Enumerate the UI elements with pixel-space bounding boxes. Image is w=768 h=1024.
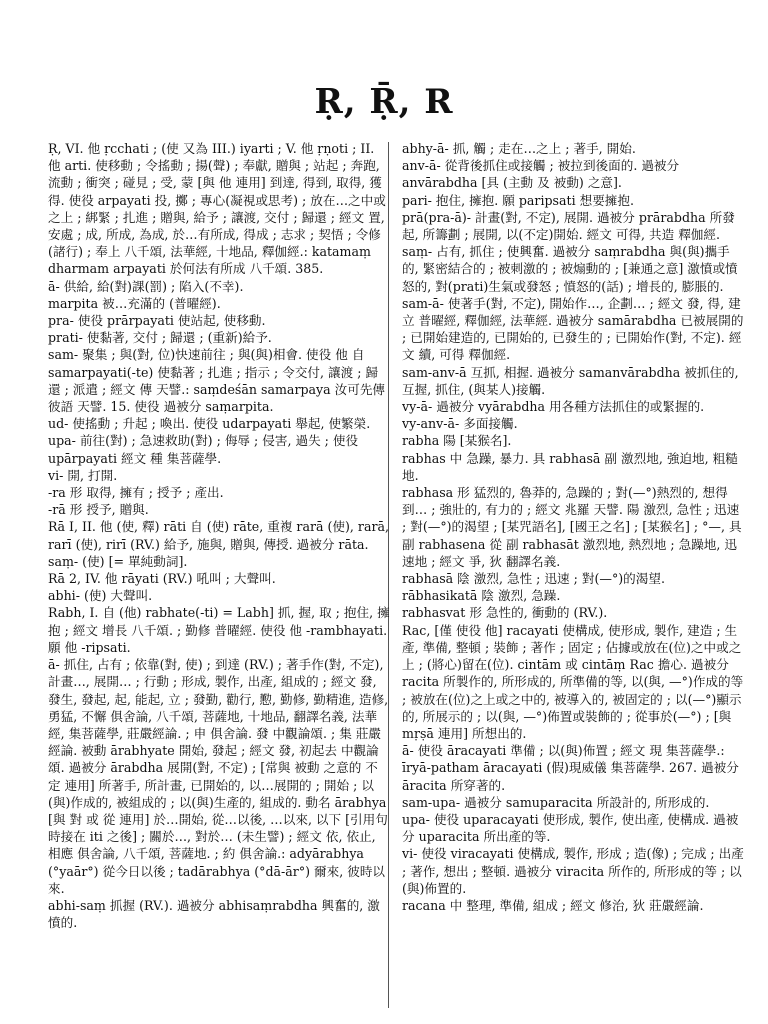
dictionary-entry: pra- 使役 prārpayati 使站起, 使移動.	[48, 313, 266, 329]
dictionary-entry: ud- 使搖動 ; 升起 ; 喚出. 使役 udarpayati 舉起, 使繁榮.	[48, 416, 371, 432]
dictionary-entry: ā- 使役 āracayati 準備 ; 以(與)佈置 ; 經文 現 集菩薩學.: īryā-patham āracayati (假)現威儀 集菩薩學. 267. 過被分 āracita 所穿著的.	[402, 743, 739, 793]
dictionary-entry: rabhas 中 急躁, 暴力. 具 rabhasā 副 激烈地, 強迫地, 粗糙地.	[402, 450, 738, 483]
dictionary-entry: upa- 前往(對) ; 急速救助(對) ; 侮辱 ; 侵害, 過失 ; 使役 upārpayati 經文 種 集菩薩學.	[48, 433, 359, 466]
dictionary-entry: vy-anv-ā- 多面接觸.	[402, 416, 518, 432]
right-column	[402, 140, 744, 1012]
dictionary-entry: rābhasikatā 陰 激烈, 急躁.	[402, 588, 561, 604]
dictionary-entry: rabha 陽 [某猴名].	[402, 433, 512, 449]
dictionary-entry: rabhasa 形 猛烈的, 魯莽的, 急躁的 ; 對(—°)熱烈的, 想得到… ; 強壯的, 有力的 ; 經文 兆羅 天譬. 陽 激烈, 急性 ; 迅速 ; 對(—°)的渴望 ; [某咒語名], [國王之名] ; [某猴名] ; °—, 具 副 rabhasena 從 副 rabhasāt 激烈地, 熱烈地 ; 急躁地, 迅速地 ; 經文 爭, 狄 翻譯名義.	[402, 485, 742, 569]
dictionary-entry: Rā 2, IV. 他 rāyati (RV.) 吼叫 ; 大聲叫.	[48, 571, 276, 587]
dictionary-entry: rabhasvat 形 急性的, 衝動的 (RV.).	[402, 605, 608, 621]
dictionary-entry: racana 中 整理, 準備, 組成 ; 經文 修治, 狄 莊嚴經論.	[402, 897, 704, 913]
dictionary-entry: abhi- (使) 大聲叫.	[48, 588, 153, 604]
dictionary-entry: marpita 被…充滿的 (普曜經).	[48, 295, 221, 311]
dictionary-entry: -rā 形 授予, 贈與.	[48, 502, 149, 518]
dictionary-entry: vi- 開, 打開.	[48, 467, 118, 483]
dictionary-entry: Rabh, I. 自 (他) rabhate(-ti) = Labh] 抓, 握, 取 ; 抱住, 擁抱 ; 經文 增長 八千頌. ; 勤修 普曜經. 使役 他 -rambhayati. 願 他 -ripsati.	[48, 605, 390, 655]
dictionary-entry: ā- 抓住, 占有 ; 依靠(對, 使) ; 到達 (RV.) ; 著手作(對, 不定), 計畫…, 展開… ; 行動 ; 形成, 製作, 出產, 組成的 ; 經文 發, 發生, 發起, 起, 能起, 立 ; 發勤, 勸行, 懃, 勤修, 勤精進, 造修, 勇猛, 不懈 俱舍論, 八千頌, 菩薩地, 十地品, 翻譯名義, 法華經, 集菩薩學, 莊嚴經論. ; 申 俱舍論. 發 中觀論頌. ; 集 莊嚴經論. 被動 ārabhyate 開始, 發起 ; 經文 發, 初起去 中觀論頌. 過被分 ārabdha 展開(對, 不定) ; [常與 被動 之意的 不定 連用] 所著手, 所計畫, 已開始的, 以…展開的 ; 開始 ; 以(與)作成的, 被組成的 ; 以(與)生產的, 組成的. 動名 ārabhya [與 對 或 從 連用] 於…開始, 從…以後, …以來, 以下 [引用句時接在 iti 之後] ; 關於…, 對於… (未生譬) ; 經文 依, 依止, 相應 俱舍論, 八千頌, 菩薩地. ; 約 俱舍論.: adyārabhya (°yaār°) 從今日以後 ; tadārabhya (°dā-ār°) 爾來, 彼時以來.	[48, 657, 389, 896]
dictionary-entry: upa- 使役 uparacayati 使形成, 製作, 使出產, 使構成. 過被分 uparacita 所出產的等.	[402, 811, 739, 845]
page-title: Ṛ, Ṝ, R	[314, 82, 454, 122]
dictionary-entry: abhi-saṃ 抓握 (RV.). 過被分 abhisaṃrabdha 興奮的, 激憤的.	[48, 897, 380, 931]
dictionary-entry: abhy-ā- 抓, 觸 ; 走在…之上 ; 著手, 開始.	[402, 141, 636, 156]
dictionary-entry: saṃ- (使) [= 單純動詞].	[48, 553, 188, 569]
dictionary-entry: pari- 抱住, 擁抱. 願 paripsati 想要擁抱.	[402, 192, 634, 208]
dictionary-entry: sam- 聚集 ; 與(對, 位)快速前往 ; 與(與)相會. 使役 他 自 samarpayati(-te) 使黏著 ; 扎進 ; 指示 ; 令交付, 讓渡 ; 歸還 ; 派遣 ; 經文 傳 天譬.: saṃdeśān samarpaya 汝可先傳彼語 天譬. 15. 使役 過被分 saṃarpita.	[48, 347, 386, 415]
dictionary-entry: ā- 供給, 給(對)課(罰) ; 陷入(不幸).	[48, 278, 244, 294]
dictionary-entry: prā(pra-ā)- 計畫(對, 不定), 展開. 過被分 prārabdha 所發起, 所籌劃 ; 展開, 以(不定)開始. 經文 可得, 共造 釋伽經.	[402, 209, 735, 243]
dictionary-entry: -ra 形 取得, 擁有 ; 授予 ; 產出.	[48, 485, 224, 501]
dictionary-entry: Ṛ, VI. 他 ṛcchati ; (使 又為 III.) iyarti ; V. 他 ṛṇoti ; II. 他 arti. 使移動 ; 令搖動 ; 揚(聲) ; 奉獻, 贈與 ; 站起 ; 奔跑, 流動 ; 衝突 ; 碰見 ; 受, 蒙 [與 他 連用] 到達, 得到, 取得, 獲得. 使役 arpayati 投, 擲 ; 專心(凝視或思考) ; 放在…之中或之上 ; 綁緊 ; 扎進 ; 贈與, 給予 ; 讓渡, 交付 ; 歸還 ; 經文 置, 安處 ; 成, 所成, 為成, 於…有所成, 得成 ; 志求 ; 契悟 ; 令修(諸行) ; 奉上 八千頌, 法華經, 十地品, 釋伽經.: katamaṃ dharmam arpayati 於何法有所成 八千頌. 385.	[48, 141, 386, 277]
dictionary-entry: vy-ā- 過被分 vyārabdha 用各種方法抓住的或緊握的.	[402, 399, 705, 415]
dictionary-entry: rabhasā 陰 激烈, 急性 ; 迅速 ; 對(—°)的渴望.	[402, 571, 665, 587]
dictionary-entry: sam-ā- 使著手(對, 不定), 開始作…, 企劃… ; 經文 發, 得, 建立 普曜經, 釋伽經, 法華經. 過被分 samārabdha 已被展開的 ; 已開始建造的, 已開始的, 已發生的 ; 已開始作(對, 不定). 經文 續, 可得 釋伽經.	[402, 295, 744, 363]
dictionary-entry: vi- 使役 viracayati 使構成, 製作, 形成 ; 造(像) ; 完成 ; 出產 ; 著作, 想出 ; 整頓. 過被分 viracita 所作的, 所形成的等 ; 以(與)佈置的.	[402, 846, 744, 896]
dictionary-entry: prati- 使黏著, 交付 ; 歸還 ; (重新)給予.	[48, 330, 272, 346]
dictionary-entry: anv-ā- 從背後抓住或接觸 ; 被拉到後面的. 過被分 anvārabdha [具 (主動 及 被動) 之意].	[402, 158, 680, 191]
dictionary-entry: sam-upa- 過被分 samuparacita 所設計的, 所形成的.	[402, 794, 710, 810]
dictionary-entry: sam-anv-ā 互抓, 相握. 過被分 samanvārabdha 被抓住的, 互握, 抓住, (與某人)接觸.	[402, 364, 739, 397]
dictionary-entry: Rac, [僅 使役 他] racayati 使構成, 使形成, 製作, 建造 ; 生產, 準備, 整頓 ; 裝飾 ; 著作 ; 固定 ; 佔據或放在(位)之中或之上 ; (將心)留在(位). cintām 或 cintāṃ Rac 擔心. 過被分 racita 所製作的, 所形成的, 所準備的等, 以(與, —°)作成的等 ; 被放在(位)之上或之中的, 被導入的, 被固定的 ; 以(—°)顯示的, 所展示的 ; 以(與, —°)佈置或裝飾的 ; 從事於(—°) ; [與 mṛṣā 連用] 所想出的.	[402, 622, 744, 741]
dictionary-entry: saṃ- 占有, 抓住 ; 使興奮. 過被分 saṃrabdha 與(與)攜手的, 緊密結合的 ; 被刺激的 ; 被煽動的 ; [兼通之意] 激憤或憤怒的, 對(prati)生氣或發怒 ; 憤怒的(話) ; 增長的, 膨脹的.	[402, 244, 738, 294]
left-column	[48, 140, 390, 1012]
dictionary-entry: Rā I, II. 他 (使, 釋) rāti 自 (使) rāte, 重複 rarā (使), rarā, rarī (使), rirī (RV.) 給予, 施與, 贈與, 傳授. 過被分 rāta.	[48, 519, 389, 552]
